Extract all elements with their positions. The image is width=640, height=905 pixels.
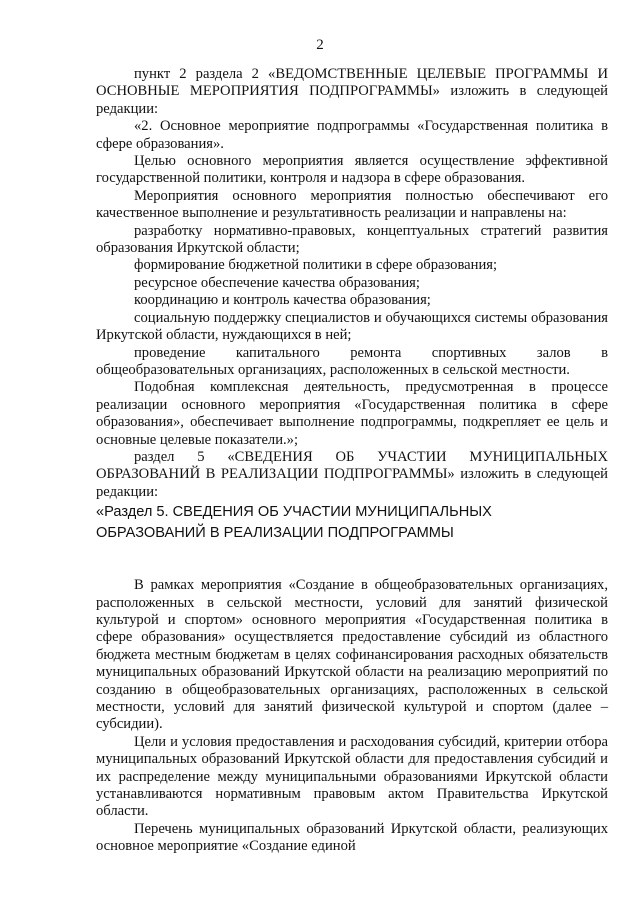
paragraph-municipal-list: Перечень муниципальных образований Иркутской области, реализующих основное мероприятие «Создание единой [96, 820, 608, 855]
list-item-gym-repair: проведение капитального ремонта спортивных залов в общеобразовательных организациях, расположенных в сельской местности. [96, 344, 608, 378]
paragraph-activity-goal: Целью основного мероприятия является осуществление эффективной государственной политики, контроля и надзора в сфере образования. [96, 153, 608, 187]
list-item-quality-control: координацию и контроль качества образования; [134, 292, 431, 309]
paragraph-amendment-section-2: пункт 2 раздела 2 «ВЕДОМСТВЕННЫЕ ЦЕЛЕВЫЕ ПРОГРАММЫ И ОСНОВНЫЕ МЕРОПРИЯТИЯ ПОДПРОГРАММЫ» изложить в следующей редакции: [96, 66, 608, 117]
document-body [96, 66, 608, 856]
section-heading-line-1: «Раздел 5. СВЕДЕНИЯ ОБ УЧАСТИИ МУНИЦИПАЛЬНЫХ [96, 504, 492, 521]
spacer [96, 560, 608, 577]
list-item-social-support: социальную поддержку специалистов и обучающихся системы образования Иркутской области, нуждающихся в ней; [96, 309, 608, 344]
paragraph-subsidies-provision: В рамках мероприятия «Создание в общеобразовательных организациях, расположенных в сельской местности, условий для занятий физической культурой и спортом» основного мероприятия «Государственная политика в сфере образования» осуществляется предоставление субсидий из областного бюджета местным бюджетам в целях софинансирования расходных обязательств муниципальных образований Иркутской области на реализацию мероприятий по созданию в общеобразовательных организациях, расположенных в сельской местности, условий для занятий физической культурой и спортом (далее – субсидии). [96, 577, 608, 733]
paragraph-main-activity-title: «2. Основное мероприятие подпрограммы «Государственная политика в сфере образования». [96, 118, 608, 152]
page-number: 2 [316, 37, 324, 53]
section-heading-line-2: ОБРАЗОВАНИЙ В РЕАЛИЗАЦИИ ПОДПРОГРАММЫ [96, 525, 454, 542]
paragraph-amendment-section-5: раздел 5 «СВЕДЕНИЯ ОБ УЧАСТИИ МУНИЦИПАЛЬНЫХ ОБРАЗОВАНИЙ В РЕАЛИЗАЦИИ ПОДПРОГРАММЫ» изложить в следующей редакции: [96, 448, 608, 500]
list-item-budget-policy: формирование бюджетной политики в сфере образования; [134, 257, 498, 274]
paragraph-subsidies-conditions: Цели и условия предоставления и расходования субсидий, критерии отбора муниципальных образований Иркутской области для предоставления субсидий и их распределение между муниципальными образованиями Иркутской области устанавливаются нормативным правовым актом Правительства Иркутской области. [96, 733, 608, 820]
section-heading [96, 503, 608, 543]
list-item-resource-support: ресурсное обеспечение качества образования; [134, 274, 420, 291]
list-item-regulatory-development: разработку нормативно-правовых, концептуальных стратегий развития образования Иркутской области; [96, 222, 608, 257]
paragraph-complex-activity: Подобная комплексная деятельность, предусмотренная в процессе реализации основного мероприятия «Государственная политика в сфере образования», обеспечивает выполнение подпрограммы, подкрепляет ее цель и основные целевые показатели.»; [96, 379, 608, 448]
paragraph-activity-directions: Мероприятия основного мероприятия полностью обеспечивают его качественное выполнение и результативность реализации и направлены на: [96, 187, 608, 222]
